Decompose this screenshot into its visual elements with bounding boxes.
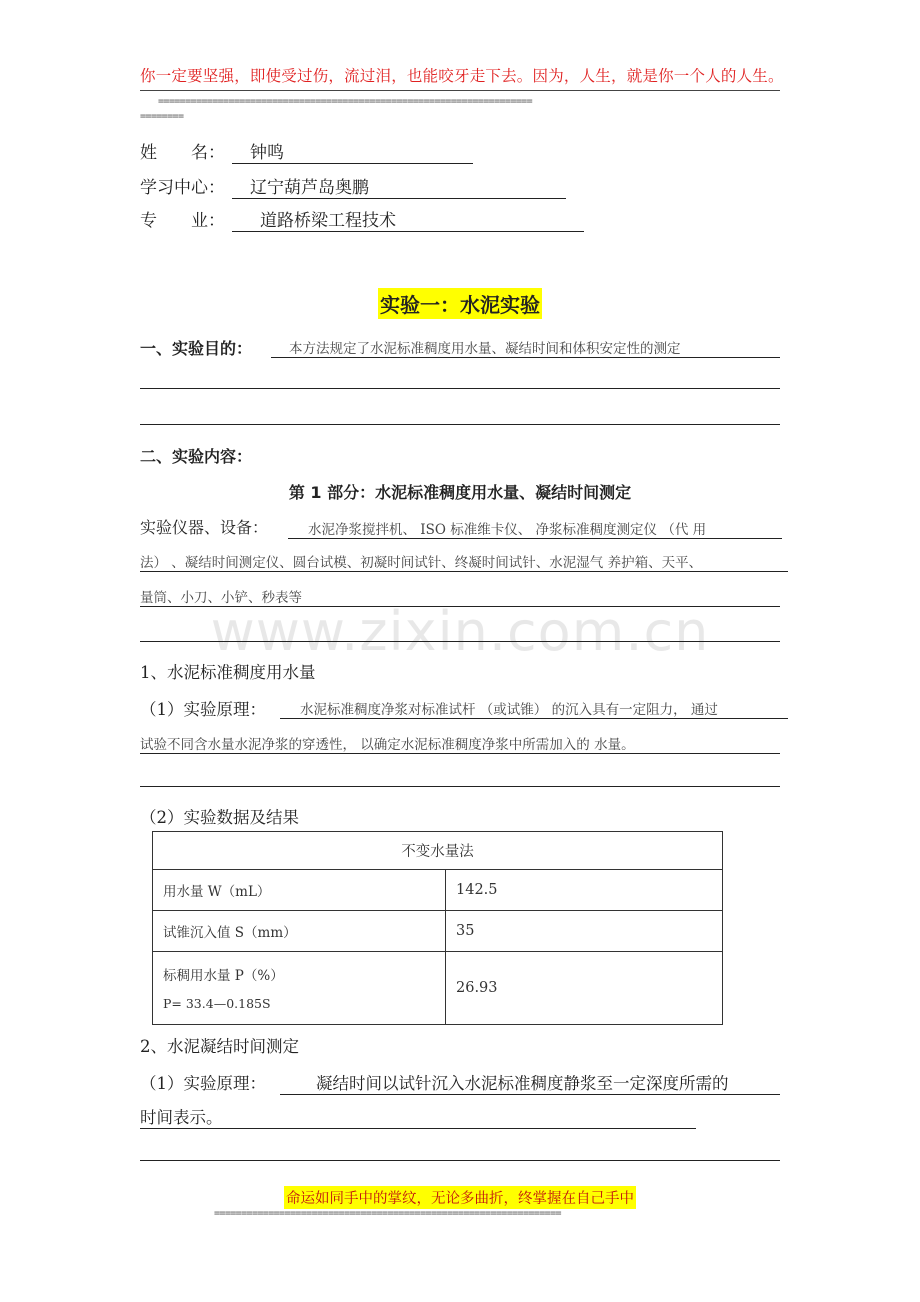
table-cell-label-line-1: 标稠用水量 P（%） <box>163 968 284 984</box>
center-value: 辽宁葫芦岛奥鹏 <box>232 173 566 199</box>
table-row <box>153 911 723 952</box>
table-cell-value: 26.93 <box>446 952 723 1025</box>
table-cell-value: 142.5 <box>446 870 723 911</box>
section2-principle-label: （1）实验原理： <box>140 1074 266 1093</box>
section2-principle-line-1: 凝结时间以试针沉入水泥标准稠度静浆至一定深度所需的 <box>280 1070 780 1095</box>
experiment-title: 实验一：水泥实验 <box>378 288 542 319</box>
table-cell-formula: P= 33.4—0.185S <box>163 996 271 1011</box>
equipment-line-1: 水泥净浆搅拌机、 ISO 标准维卡仪、 净浆标准稠度测定仪 （代 用 <box>288 518 782 539</box>
part1-title: 第 1 部分：水泥标准稠度用水量、凝结时间测定 <box>288 483 632 502</box>
table-row <box>153 952 723 1025</box>
table-header: 不变水量法 <box>153 832 723 870</box>
results-table <box>152 831 723 1025</box>
section1-results-title: （2）实验数据及结果 <box>140 808 299 827</box>
watermark: www.zixin.com.cn <box>210 600 710 663</box>
header-quote: 你一定要坚强，即使受过伤，流过泪，也能咬牙走下去。因为，人生，就是你一个人的人生。 <box>140 67 784 85</box>
major-value: 道路桥梁工程技术 <box>232 206 584 232</box>
purpose-label: 一、实验目的： <box>140 339 253 358</box>
equipment-label: 实验仪器、设备： <box>140 518 269 537</box>
section2-principle-line-2: 时间表示。 <box>140 1104 696 1129</box>
experiment-title-wrap <box>0 288 920 319</box>
major-label: 专 业： <box>140 211 225 231</box>
footer-quote: 命运如同手中的掌纹，无论多曲折，终掌握在自己手中 <box>284 1186 636 1209</box>
center-label: 学习中心： <box>140 178 225 198</box>
footer-separator-line: ================================================================ <box>214 1208 561 1219</box>
equipment-line-3: 量筒、小刀、小铲、秒表等 <box>140 586 780 607</box>
table-cell-label: 试锥沉入值 S（mm） <box>153 911 446 952</box>
content-label: 二、实验内容： <box>140 447 253 466</box>
header-separator-line-2: ======== <box>140 111 184 122</box>
blank-line <box>140 641 780 642</box>
header-separator-line: ===================================================================== <box>158 96 533 107</box>
equipment-line-2: 法） 、凝结时间测定仪、圆台试模、初凝时间试针、终凝时间试针、水泥湿气 养护箱、天平、 <box>140 551 788 572</box>
header-divider <box>140 90 780 91</box>
section1-title: 1、水泥标准稠度用水量 <box>140 663 316 682</box>
section2-title: 2、水泥凝结时间测定 <box>140 1037 299 1056</box>
purpose-text: 本方法规定了水泥标准稠度用水量、凝结时间和体积安定性的测定 <box>271 337 780 358</box>
table-row <box>153 870 723 911</box>
blank-line <box>140 388 780 389</box>
blank-line <box>140 786 780 787</box>
name-value: 钟鸣 <box>232 138 473 164</box>
blank-line <box>140 1160 780 1161</box>
table-cell-label: 用水量 W（mL） <box>153 870 446 911</box>
blank-line <box>140 424 780 425</box>
table-header-row <box>153 832 723 870</box>
table-cell-value: 35 <box>446 911 723 952</box>
section1-principle-label: （1）实验原理： <box>140 700 266 719</box>
section1-principle-line-1: 水泥标准稠度净浆对标准试杆 （或试锥） 的沉入具有一定阻力， 通过 <box>280 698 788 719</box>
name-label: 姓 名： <box>140 143 225 163</box>
section1-principle-line-2: 试验不同含水量水泥净浆的穿透性， 以确定水泥标准稠度净浆中所需加入的 水量。 <box>140 733 780 754</box>
table-cell-label <box>153 952 446 1025</box>
footer-quote-wrap <box>0 1186 920 1209</box>
